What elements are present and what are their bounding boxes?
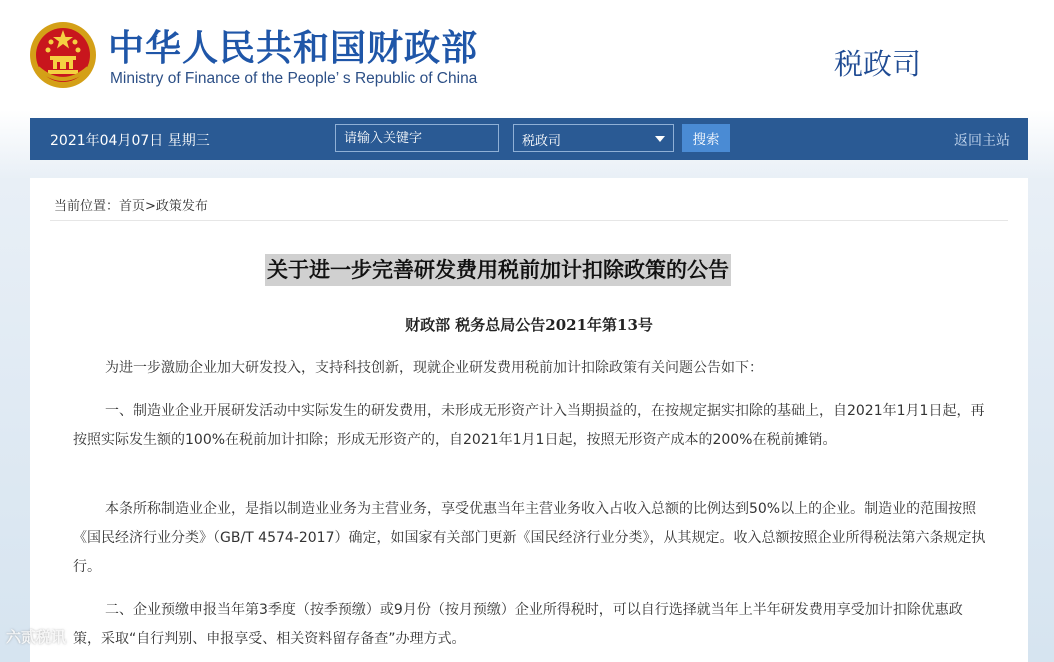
- navigation-bar: [30, 118, 1028, 160]
- article-paragraph: 为进一步激励企业加大研发投入，支持科技创新，现就企业研发费用税前加计扣除政策有关问题公告如下：: [105, 360, 763, 376]
- breadcrumb: 当前位置：首页>政策发布: [54, 199, 208, 214]
- current-date: 2021年04月07日 星期三: [50, 133, 210, 149]
- site-title: 中华人民共和国财政部: [108, 28, 479, 69]
- department-select-value: 税政司: [522, 134, 562, 149]
- back-home-link[interactable]: 返回主站: [954, 133, 1010, 149]
- chevron-down-icon: [655, 136, 665, 142]
- search-input[interactable]: [335, 124, 499, 152]
- department-select[interactable]: [513, 124, 674, 152]
- search-button[interactable]: 搜索: [682, 124, 730, 152]
- department-name: 税政司: [834, 47, 922, 81]
- document-number: 财政部 税务总局公告2021年第13号: [405, 316, 653, 334]
- watermark: 六贰税讯: [6, 628, 67, 646]
- article-paragraph: 一、制造业企业开展研发活动中实际发生的研发费用，未形成无形资产计入当期损益的，在按规定据实扣除的基础上，自2021年1月1日起，再按照实际发生额的100%在税前加计扣除；形成无形资产的，自2021年1月1日起，按照无形资产成本的200%在税前摊销。: [73, 403, 985, 448]
- site-subtitle: Ministry of Finance of the People’ s Republic of China: [110, 70, 478, 87]
- article-paragraph: 本条所称制造业企业，是指以制造业业务为主营业务，享受优惠当年主营业务收入占收入总额的比例达到50%以上的企业。制造业的范围按照《国民经济行业分类》（GB/T 4574-2017）确定，如国家有关部门更新《国民经济行业分类》，从其规定。收入总额按照企业所得税法第六条规定执行。: [73, 501, 986, 575]
- content-panel: [30, 178, 1028, 662]
- site-header: [0, 0, 1054, 118]
- article-paragraph: 二、企业预缴申报当年第3季度（按季预缴）或9月份（按月预缴）企业所得税时，可以自行选择就当年上半年研发费用享受加计扣除优惠政策，采取“自行判别、申报享受、相关资料留存备查”办理方式。: [73, 602, 963, 647]
- article-title: 关于进一步完善研发费用税前加计扣除政策的公告: [265, 254, 731, 286]
- national-emblem-icon: [28, 20, 98, 90]
- divider: [50, 220, 1008, 221]
